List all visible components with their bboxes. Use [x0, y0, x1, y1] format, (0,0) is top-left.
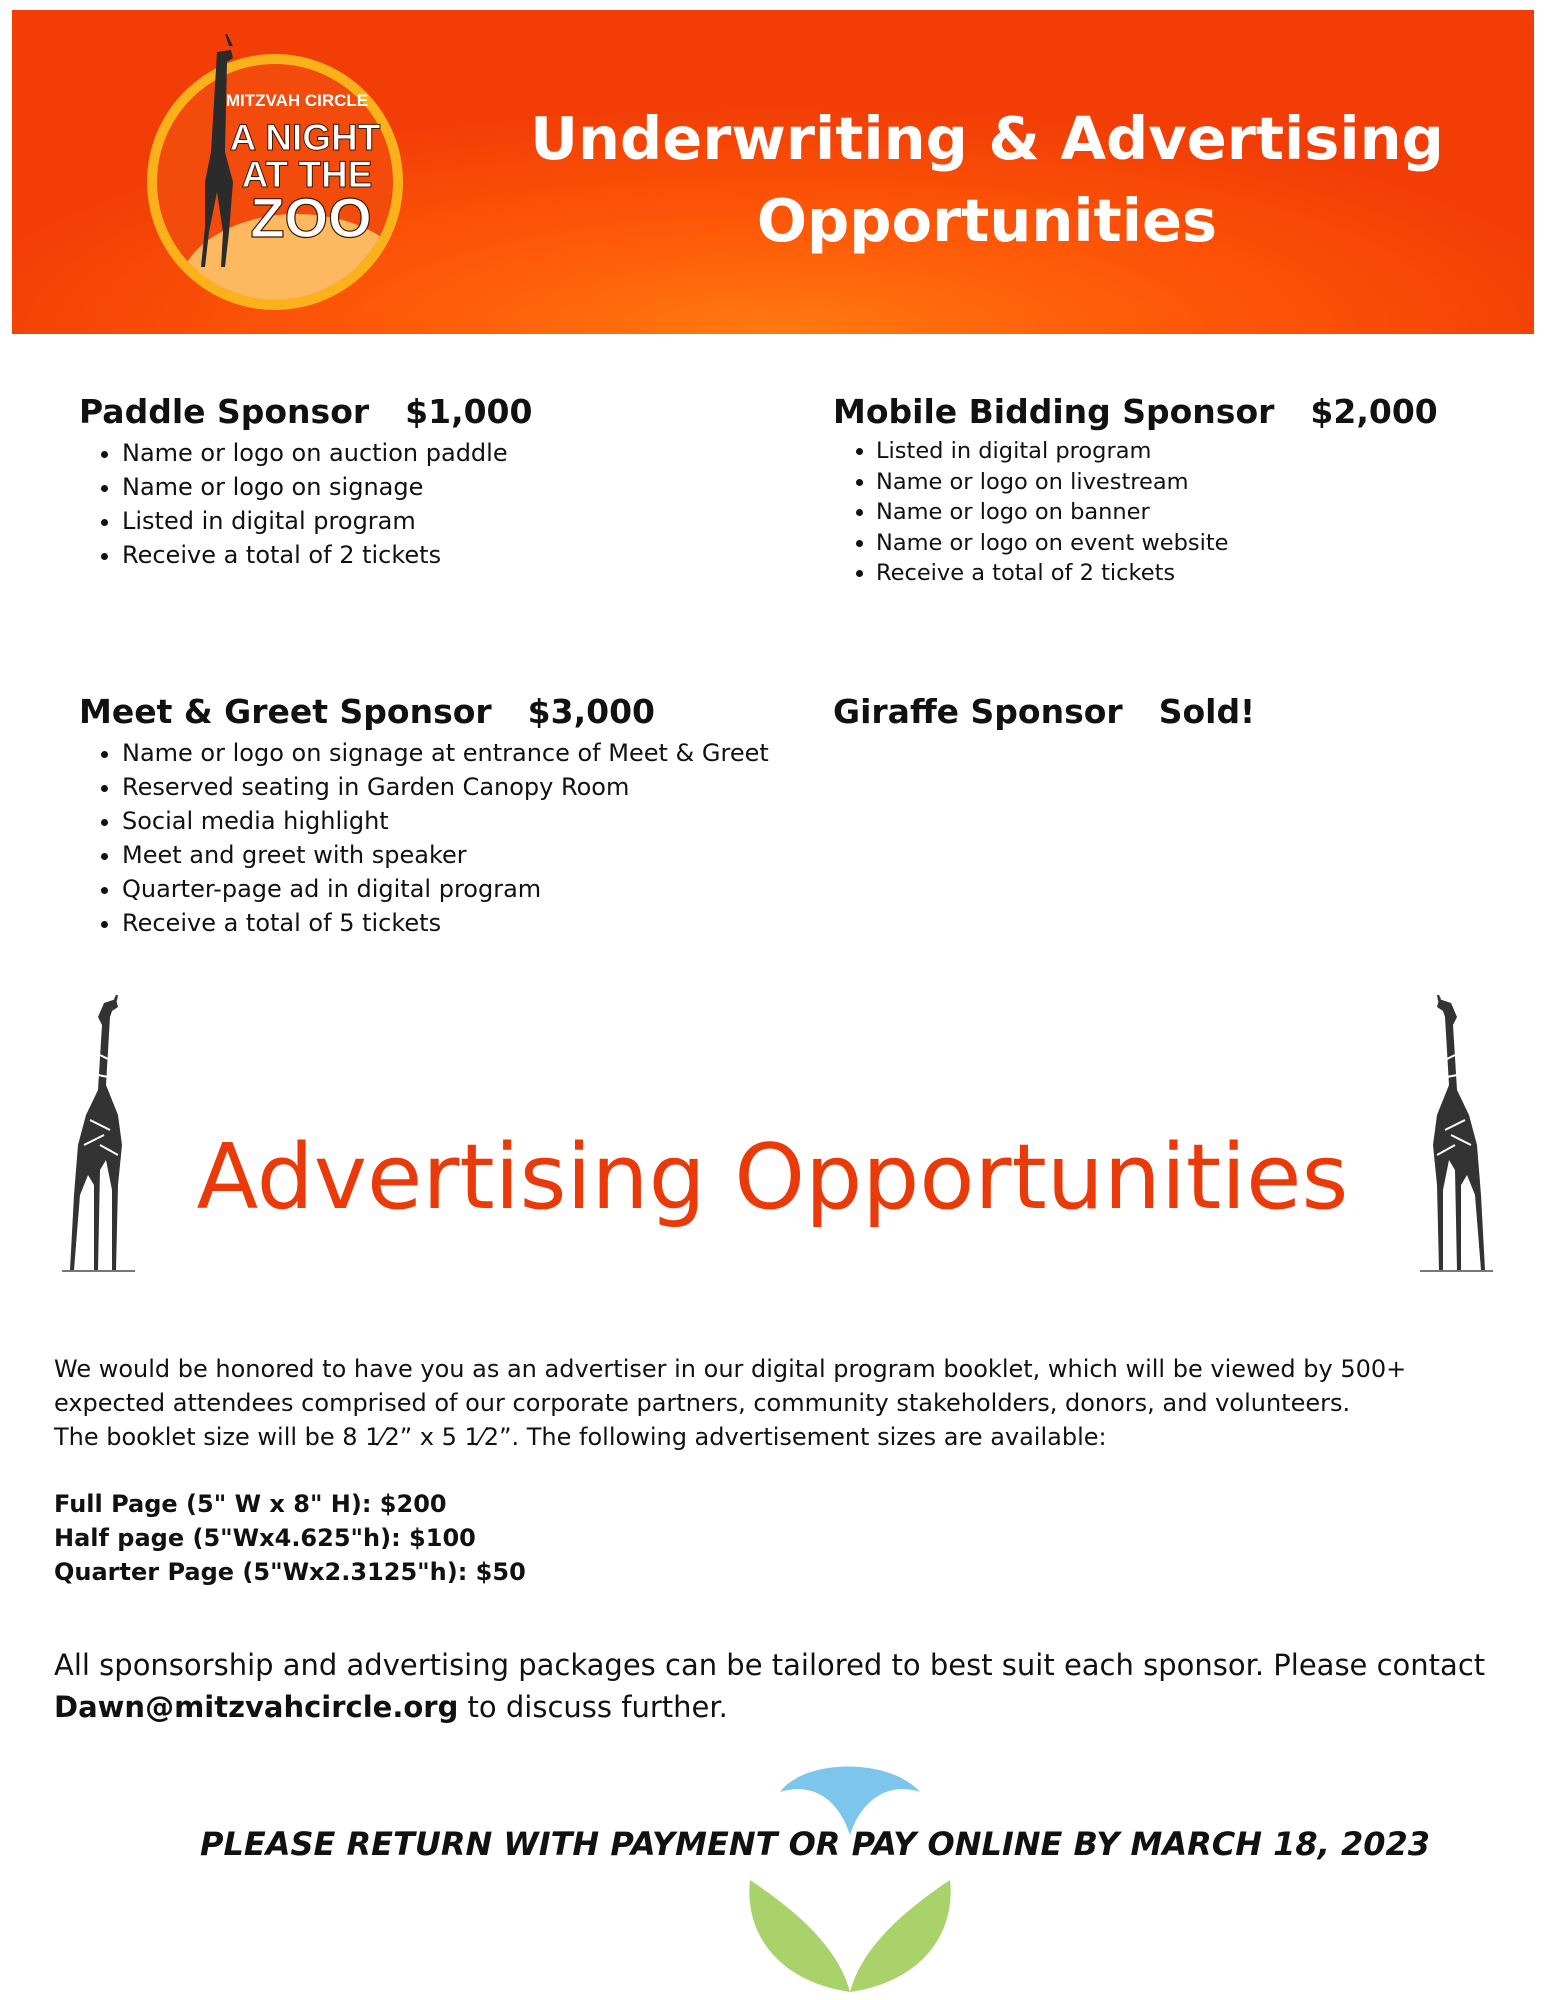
- ad-size-list: [54, 1487, 526, 1589]
- sponsor-name: Meet & Greet Sponsor: [79, 692, 492, 731]
- list-item: • Listed in digital program: [122, 504, 532, 538]
- list-item: • Quarter-page ad in digital program: [122, 872, 769, 906]
- contact-text-end: to discuss further.: [458, 1690, 728, 1724]
- header-banner: [12, 10, 1534, 334]
- benefit-list: [79, 436, 532, 572]
- list-item: • Receive a total of 2 tickets: [876, 558, 1438, 589]
- advertising-intro: [54, 1352, 1514, 1454]
- contact-note: [54, 1644, 1514, 1728]
- logo-line4: ZOO: [250, 186, 372, 249]
- page-title-line1: Underwriting & Advertising: [530, 104, 1444, 173]
- sponsor-meet-greet: [79, 690, 769, 940]
- sponsor-mobile-bidding: [833, 390, 1438, 589]
- sponsor-heading: [79, 390, 532, 434]
- return-deadline: PLEASE RETURN WITH PAYMENT OR PAY ONLINE BY MARCH 18, 2023: [200, 1825, 1431, 1863]
- intro-booklet-size: The booklet size will be 8 1⁄2” x 5 1⁄2”. The following advertisement sizes are available:: [54, 1423, 1107, 1451]
- sponsor-heading: [833, 690, 1255, 734]
- sponsor-paddle: [79, 390, 532, 572]
- list-item: • Social media highlight: [122, 804, 769, 838]
- list-item: • Listed in digital program: [876, 436, 1438, 467]
- sponsor-heading: [79, 690, 769, 734]
- sponsor-name: Mobile Bidding Sponsor: [833, 392, 1275, 431]
- leaf-logo-icon: [730, 1750, 970, 1995]
- sponsor-price: Sold!: [1158, 692, 1256, 731]
- benefit-list: [79, 736, 769, 940]
- page-title-line2: Opportunities: [756, 186, 1218, 255]
- list-item: • Name or logo on event website: [876, 528, 1438, 559]
- list-item: • Name or logo on signage: [122, 470, 532, 504]
- benefit-list: [833, 436, 1438, 589]
- event-logo: [147, 32, 407, 310]
- ad-size-full: Full Page (5" W x 8" H): $200: [54, 1490, 447, 1518]
- sponsor-price: $1,000: [405, 392, 533, 431]
- sponsor-price: $3,000: [527, 692, 656, 731]
- list-item: • Receive a total of 5 tickets: [122, 906, 769, 940]
- list-item: • Name or logo on auction paddle: [122, 436, 532, 470]
- logo-line2: A NIGHT: [229, 117, 381, 158]
- intro-paragraph: We would be honored to have you as an advertiser in our digital program booklet, which will be viewed by 500+ expected attendees comprised of our corporate partners, community stakeholders, donors, and volunteers.: [54, 1355, 1407, 1417]
- logo-line3: AT THE: [241, 154, 373, 195]
- sponsor-heading: [833, 390, 1438, 434]
- ad-size-quarter: Quarter Page (5"Wx2.3125"h): $50: [54, 1558, 526, 1586]
- page-title: [482, 98, 1492, 262]
- list-item: • Name or logo on banner: [876, 497, 1438, 528]
- sponsor-name: Paddle Sponsor: [79, 392, 370, 431]
- list-item: • Name or logo on signage at entrance of Meet & Greet: [122, 736, 769, 770]
- logo-line1: MITZVAH CIRCLE: [225, 91, 369, 110]
- ad-size-half: Half page (5"Wx4.625"h): $100: [54, 1524, 476, 1552]
- contact-email[interactable]: Dawn@mitzvahcircle.org: [54, 1690, 459, 1724]
- list-item: • Name or logo on livestream: [876, 467, 1438, 498]
- sponsor-giraffe: [833, 690, 1255, 734]
- giraffe-right-icon: [1420, 995, 1495, 1275]
- contact-text: All sponsorship and advertising packages can be tailored to best suit each sponsor. Please contact: [54, 1648, 1486, 1682]
- sponsor-price: $2,000: [1310, 392, 1438, 431]
- list-item: • Reserved seating in Garden Canopy Room: [122, 770, 769, 804]
- giraffe-left-icon: [60, 995, 135, 1275]
- sponsor-name: Giraffe Sponsor: [833, 692, 1123, 731]
- list-item: • Meet and greet with speaker: [122, 838, 769, 872]
- advertising-title: Advertising Opportunities: [196, 1125, 1349, 1230]
- list-item: • Receive a total of 2 tickets: [122, 538, 532, 572]
